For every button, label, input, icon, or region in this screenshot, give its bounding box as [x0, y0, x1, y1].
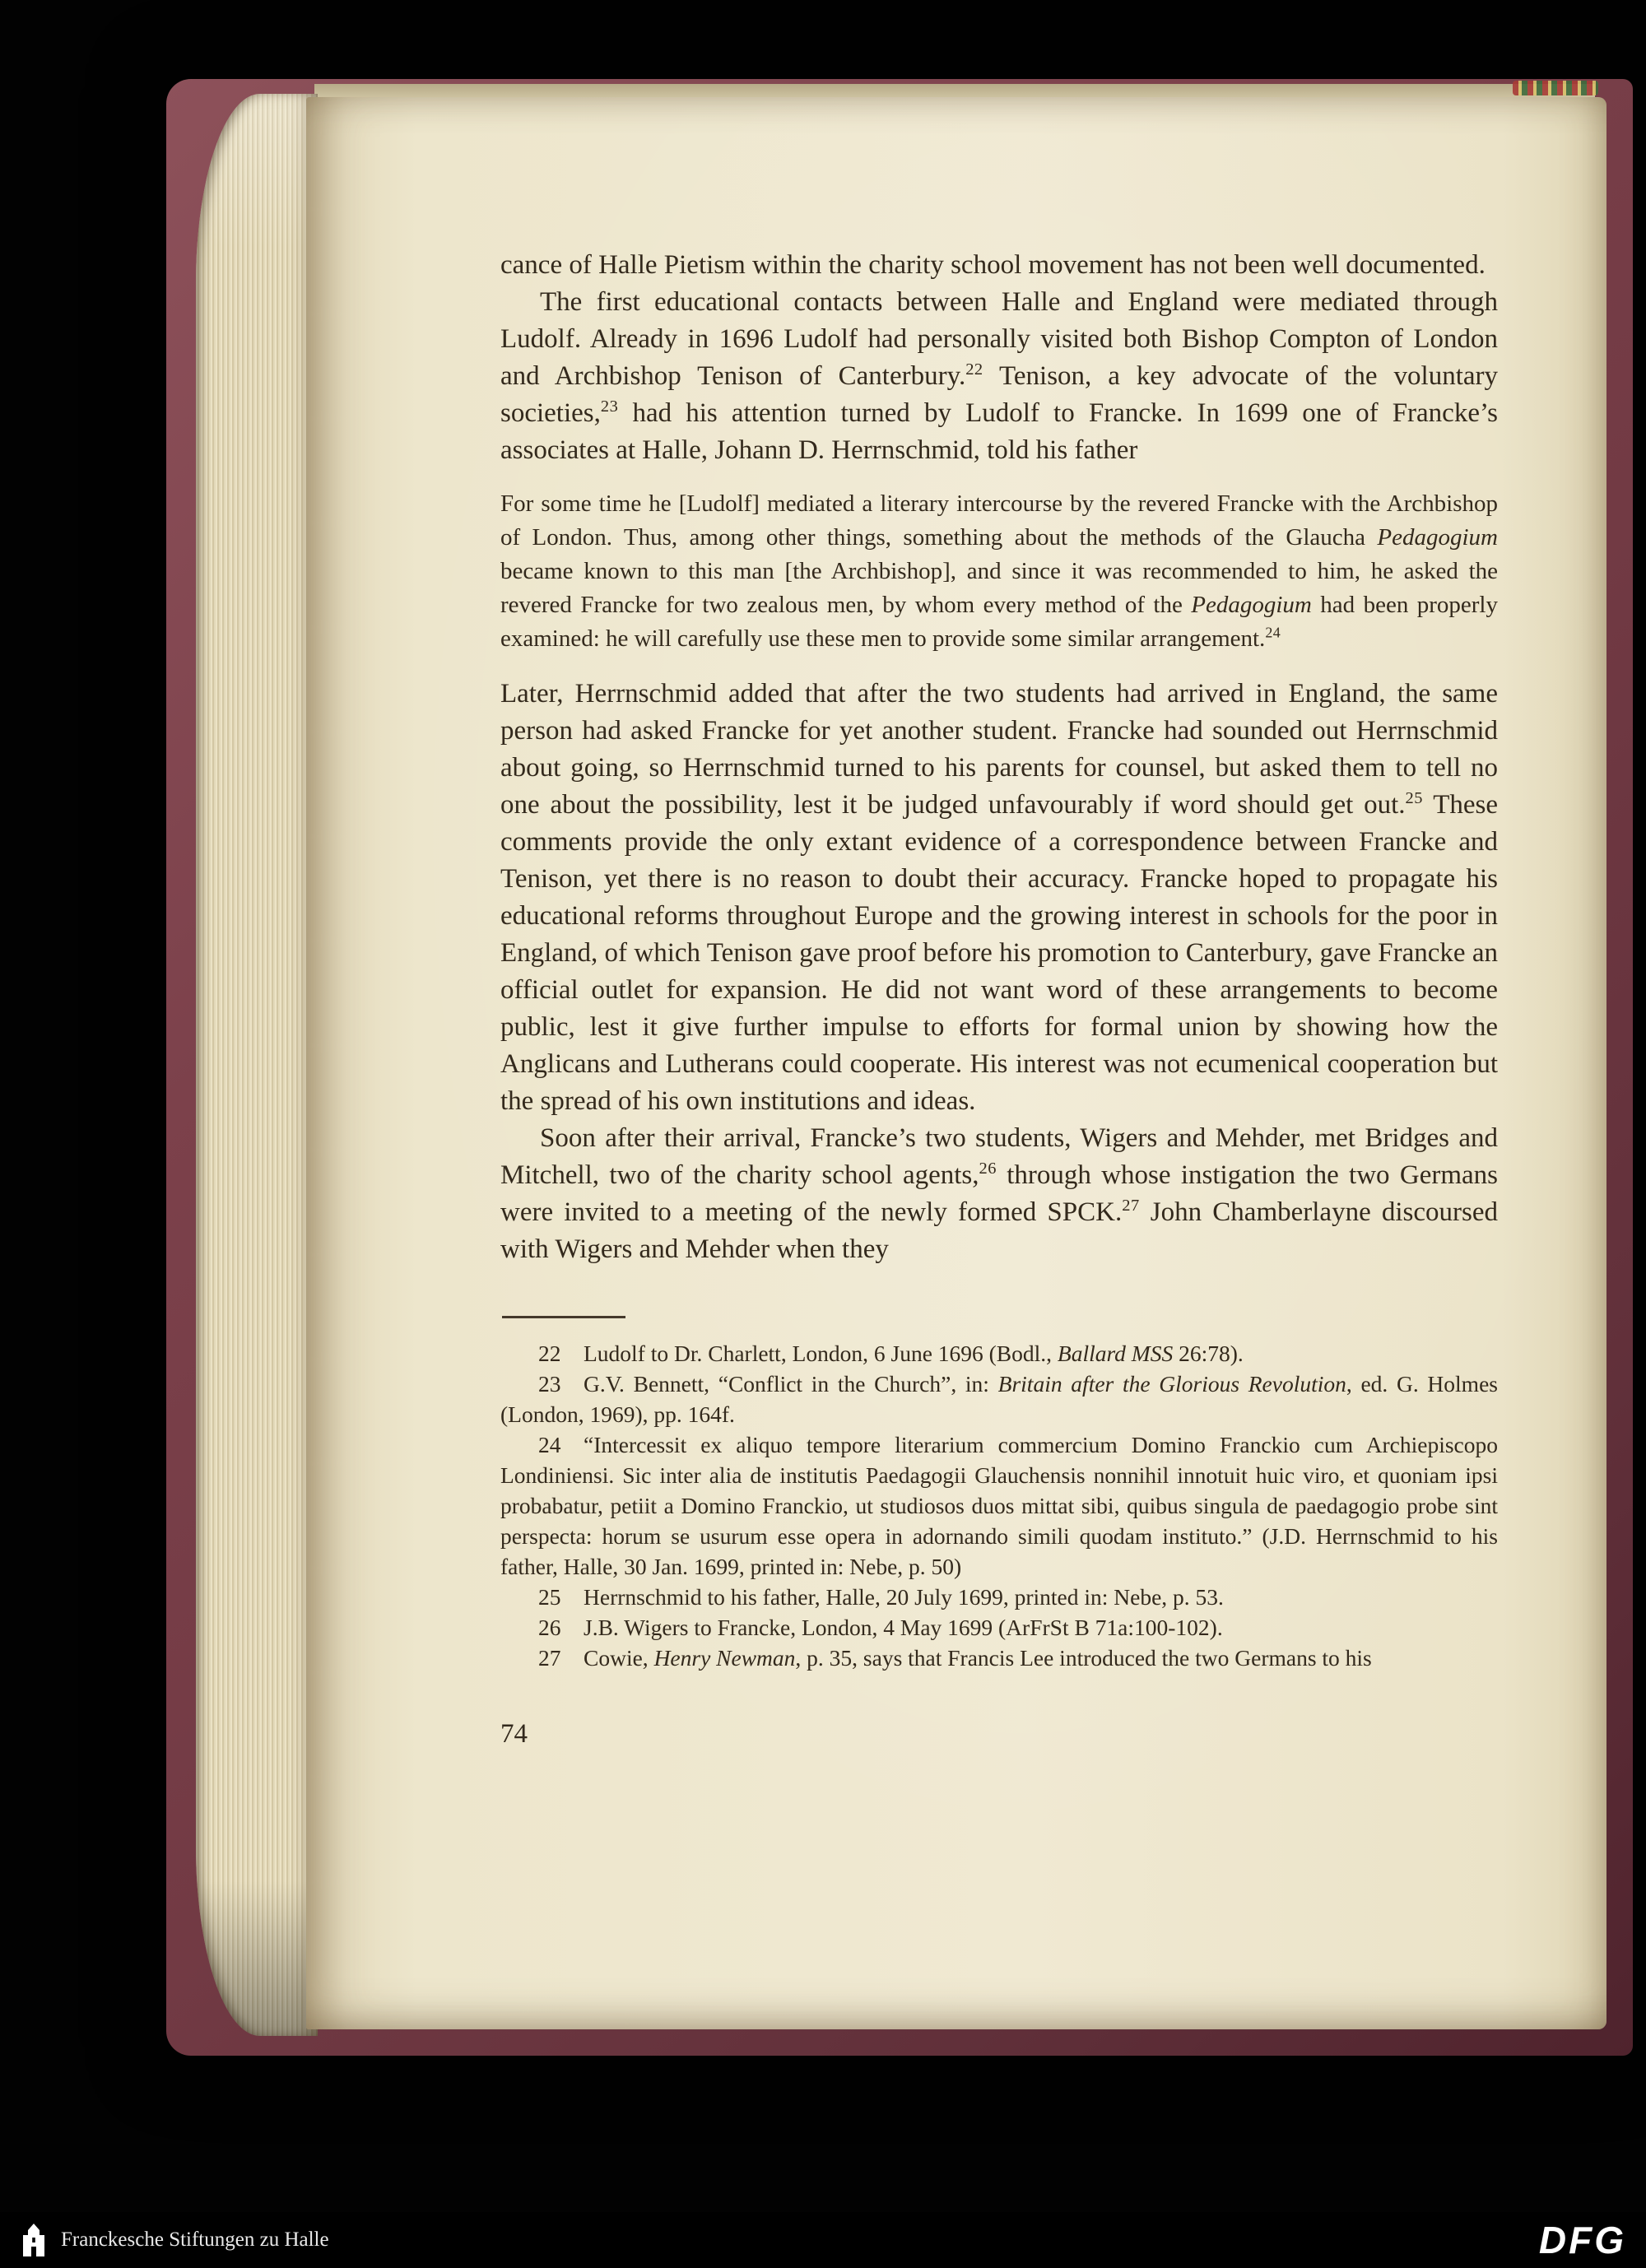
body-paragraph-1: cance of Halle Pietism within the charity school movement has not been well documented. [500, 250, 1486, 280]
body-paragraph-3: Later, Herrnschmid added that after the two students had arrived in England, the same person had asked Francke for yet another student. Francke had sounded out Herrnschmid about going, so Herrnschmid turned to his parents for counsel, but asked them to tell no one about the possibility, lest it be judged unfavourably if word should get out.$^{25}$ These comments provide the only extant evidence of a correspondence between Francke and Tenison, yet there is no reason to doubt their accuracy. Francke hoped to propagate his educational reforms throughout Europe and the growing interest in schools for the poor in England, of which Tenison gave proof before his promotion to Canterbury, gave Francke an official outlet for expansion. He did not want word of these arrangements to become public, lest it give further impulse to efforts for formal union by showing how the Anglicans and Lutherans could cooperate. His interest was not ecumenical cooperation but the spread of his own institutions and ideas. [500, 679, 1498, 1116]
dfg-logo: DFG [1538, 2219, 1626, 2261]
page-number: 74 [500, 1719, 528, 1749]
footnote-26: 26 J.B. Wigers to Francke, London, 4 May 1699 (ArFrSt B 71a:100-102). [538, 1615, 1223, 1640]
footnote-23: 23 G.V. Bennett, “Conflict in the Church”, in: Britain after the Glorious Revolution, ed. G. Holmes (London, 1969), pp. 164f. [500, 1371, 1498, 1427]
archive-name: Franckesche Stiftungen zu Halle [61, 2228, 329, 2251]
franckesche-stiftungen-logo-icon [20, 2224, 48, 2256]
footnote-24: 24 “Intercessit ex aliquo tempore literarium commercium Domino Franckio cum Archiepiscopo Londiniensi. Sic inter alia de institutis Paedagogii Glauchensis nonnihil innotuit huic viro, et quoniam ipsi probabatur, petiit a Domino Franckio, ut studiosos duos mittat sibi, quibus singula de paedagogio probe sint perspecta: horum se usurum esse opera in adornando simili quodam instituto.” (J.D. Herrnschmid to his father, Halle, 30 Jan. 1699, printed in: Nebe, p. 50) [500, 1432, 1498, 1579]
footnote-rule [502, 1316, 625, 1318]
body-paragraph-4: Soon after their arrival, Francke’s two students, Wigers and Mehder, met Bridges and Mitchell, two of the charity school agents,$^{26}$ through whose instigation the two Germans were invited to a meeting of the newly formed SPCK.$^{27}$ John Chamberlayne discoursed with Wigers and Mehder when they [500, 1123, 1498, 1264]
body-paragraph-2: The first educational contacts between Halle and England were mediated through Ludolf. Already in 1696 Ludolf had personally visited both Bishop Compton of London and Archbishop Tenison of Canterbury.$^{22}$ Tenison, a key advocate of the voluntary societies,$^{23}$ had his attention turned by Ludolf to Francke. In 1699 one of Francke’s associates at Halle, Johann D. Herrnschmid, told his father [500, 287, 1498, 465]
block-quote: For some time he [Ludolf] mediated a literary intercourse by the revered Francke with the Archbishop of London. Thus, among other things, something about the methods of the Glaucha Pedagogium became known to this man [the Archbishop], and since it was recommended to him, he asked the revered Francke for two zealous men, by whom every method of the Pedagogium had been properly examined: he will carefully use these men to provide some similar arrangement.$^{24}$ [500, 490, 1498, 652]
footnote-22: 22 Ludolf to Dr. Charlett, London, 6 June 1696 (Bodl., Ballard MSS 26:78). [538, 1341, 1244, 1366]
footer-bar [0, 2212, 1646, 2268]
book-page [306, 97, 1606, 2029]
archive-credit [20, 2224, 329, 2256]
text-column [500, 247, 1498, 1753]
footnote-25: 25 Herrnschmid to his father, Halle, 20 July 1699, printed in: Nebe, p. 53. [538, 1584, 1224, 1610]
footnote-27: 27 Cowie, Henry Newman, p. 35, says that Francis Lee introduced the two Germans to his [538, 1645, 1372, 1671]
book-endband [1513, 81, 1598, 95]
page-fore-edge [196, 94, 318, 2036]
